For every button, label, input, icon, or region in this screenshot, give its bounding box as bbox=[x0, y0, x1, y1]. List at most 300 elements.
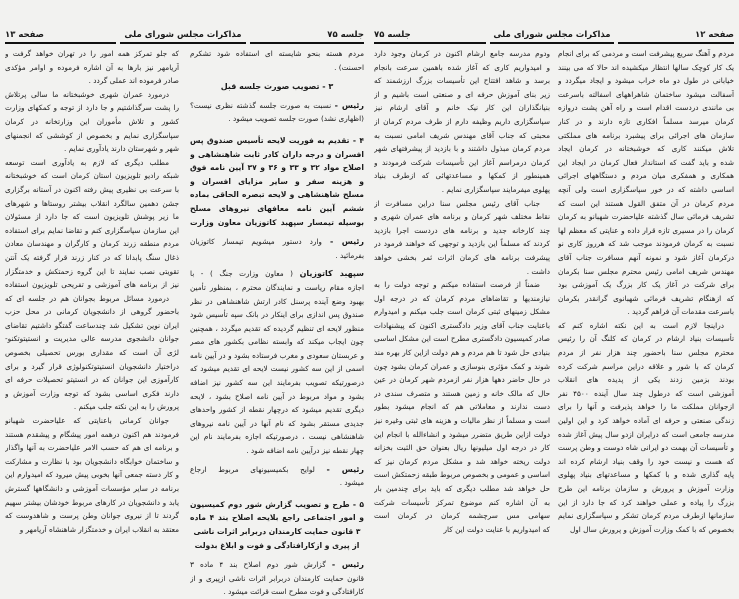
publication-title: مذاکرات مجلس شورای ملی bbox=[490, 30, 614, 44]
line-text: بزرگ را پیاده و عملی خواهند کرد که جا دارد از این bbox=[558, 497, 734, 507]
line-text: ۵ - طرح و تصویب گزارش شور دوم کمیسیون bbox=[190, 499, 364, 509]
line-text: قانون حمایت کارمندان دربرابر اثرات ناشی ازپیری و از bbox=[190, 573, 364, 583]
line-text: مشکل زمینهای ثبتی کرمان است جلب میکنم و امیدوارم bbox=[374, 307, 550, 317]
line-text: در حال حاضر دهها هزار نفر ازمردم شهر کرمان در عین bbox=[374, 375, 550, 385]
line-text: بفرمائید . bbox=[335, 250, 364, 260]
line-text: اسمی از این سه کشور نیست لایحه ای تقدیم میشود که bbox=[190, 364, 364, 374]
text-line bbox=[190, 430, 364, 444]
line-text: محبتی که جناب آقای مهندس شریف امامی نسبت به bbox=[374, 130, 550, 140]
text-line bbox=[558, 468, 734, 482]
line-text: همینطور از کمکها و مساعدتهائی که ازطرف بنیاد bbox=[374, 171, 550, 181]
line-text: کرمان درمراسم آغاز این تأسیسات شرکت فرمودند و bbox=[374, 157, 550, 167]
line-text: کارآموزی این جوانان که در انستیتو تحصیلات حرفه ای bbox=[5, 375, 179, 385]
line-text: اصلاح مواد ۳۲ و ۳۳ و ۳۶ و ۳۷ آیین نامه فوق bbox=[190, 163, 364, 173]
text-line bbox=[558, 455, 734, 469]
text-line bbox=[374, 115, 550, 129]
text-line bbox=[374, 332, 550, 346]
text-line bbox=[5, 496, 179, 510]
paragraph bbox=[5, 88, 179, 156]
text-line bbox=[558, 278, 734, 292]
text-line bbox=[5, 88, 179, 102]
paragraph bbox=[374, 197, 550, 279]
line-text: آموزشی است که درطول چند سال آینده ۴۵۰۰ نفر bbox=[558, 388, 734, 398]
line-text: نیز از برنامه های آموزشی و تفریحی تلویزیون استفاده bbox=[5, 280, 179, 290]
text-line bbox=[190, 235, 364, 249]
text-line bbox=[5, 101, 179, 115]
text-column-left bbox=[5, 47, 179, 536]
paragraph bbox=[374, 47, 550, 197]
text-line bbox=[558, 47, 734, 61]
line-text: جشن دهمین سالگرد انقلاب بیشتر روستاها و شهرهای bbox=[5, 198, 179, 208]
line-text: جدیدی مستقر بشود که نام آنها در آیین نامه نیروهای bbox=[190, 418, 364, 428]
line-text: معتقد به انقلاب ایران و خدمتگزار شاهنشاه آریامهر و bbox=[19, 524, 179, 534]
line-text: دیگری تقدیم میشود که درچهار نقطه از کشور واحدهای bbox=[190, 405, 364, 415]
text-line bbox=[190, 99, 364, 113]
line-text: آریامهر نیز بارها به آن اشاره فرموده و اوامر مؤکدی bbox=[5, 62, 179, 72]
text-line bbox=[558, 265, 734, 279]
line-text: چون ایجاب میکند که وابسته نظامی بکشور های مصر bbox=[190, 337, 364, 347]
text-line bbox=[558, 482, 734, 496]
text-line bbox=[558, 373, 734, 387]
text-line bbox=[374, 101, 550, 115]
text-line bbox=[558, 509, 734, 523]
line-text: درمورد عمران شهری خوشبختانه ما سالی پرتلاش bbox=[5, 89, 169, 99]
line-text: مدرسه جامعی است که درایران ازدو سال پیش آغاز شده bbox=[558, 429, 734, 439]
line-text: فرمودند هم اکنون درهمه امور پیشگام و پیشقدم هستند bbox=[5, 429, 179, 439]
line-text: مهندس شریف امامی رئیس محترم مجلس سنا بکرمان bbox=[558, 266, 734, 276]
speech-paragraph bbox=[190, 235, 364, 262]
text-line bbox=[374, 292, 550, 306]
text-line bbox=[374, 428, 550, 442]
text-line bbox=[374, 509, 550, 523]
line-text: شده و باید گفت که استاندار فعال کرمان در ایجاد این bbox=[558, 157, 734, 167]
text-line bbox=[190, 539, 364, 553]
text-line bbox=[5, 292, 179, 306]
text-line bbox=[190, 308, 364, 322]
section-heading bbox=[190, 80, 364, 94]
text-line bbox=[190, 349, 364, 363]
text-line bbox=[374, 142, 550, 156]
text-line bbox=[374, 224, 550, 238]
text-line bbox=[5, 373, 179, 387]
text-line bbox=[5, 523, 179, 537]
line-text: زیر بنای آموزش حرفه ای و صنعتی است باشیم و از bbox=[374, 89, 550, 99]
line-text: بهبود وضع آینده پرسنل کادر ارتش شاهنشاهی در نظر bbox=[190, 296, 364, 306]
line-text: و ساختمان خوابگاه دانشجویان بود با نظارت و مشارکت bbox=[5, 456, 179, 466]
publication-title: مذاکرات مجلس شورای ملی bbox=[120, 30, 246, 44]
text-line bbox=[374, 346, 550, 360]
line-text: بودند بزمین زدند یکی از پدیده های انقلاب bbox=[558, 375, 734, 385]
line-text: دراختیار دانشجویان انستیتوتکنولوژی قرار گیرد و برای bbox=[5, 361, 179, 371]
text-line bbox=[374, 373, 550, 387]
text-line bbox=[190, 80, 364, 94]
line-text: گردند تا از نیروی جوانان وطن پرست و شاهدوست که bbox=[5, 511, 179, 521]
text-line bbox=[558, 88, 734, 102]
text-line bbox=[5, 441, 179, 455]
line-text: بی مانندی دردست اقدام است و راه آهن پشت دروازه bbox=[558, 103, 734, 113]
text-line bbox=[558, 496, 734, 510]
text-line bbox=[5, 360, 179, 374]
line-text: سپاسگزاری نمایم و بخصوص از کوششی که انجمنهای bbox=[5, 130, 179, 140]
text-line bbox=[558, 197, 734, 211]
text-line bbox=[558, 237, 734, 251]
line-text: میشود . bbox=[339, 478, 364, 488]
line-text: چهار نقطه نیز درآیین نامه اضافه شود . bbox=[246, 446, 364, 456]
page-number: صفحه ۱۲ bbox=[618, 30, 734, 44]
line-text: سازمانها ازطرف مردم کرمان تشکر و سپاسگزاری نمایم bbox=[558, 511, 734, 521]
session-number: جلسه ۷۵ bbox=[250, 30, 364, 44]
line-text: دارند فکری اساسی بشود که توجه وزارت آموزش و bbox=[5, 388, 179, 398]
text-line bbox=[558, 210, 734, 224]
text-line bbox=[558, 414, 734, 428]
line-text: برای شرکت در آغاز یک کار بزرگ یک آموزشی بود bbox=[558, 280, 734, 290]
line-text: داشت . bbox=[526, 266, 550, 276]
line-text: پرورش را به این نکته جلب میکنم . bbox=[73, 402, 179, 412]
text-line bbox=[558, 224, 734, 238]
text-line bbox=[5, 61, 179, 75]
line-text: وارد دستور میشویم تیمسار کاتوزیان bbox=[190, 237, 322, 247]
text-line bbox=[5, 455, 179, 469]
text-line bbox=[374, 169, 550, 183]
text-line bbox=[374, 237, 550, 251]
line-text: لوایح بکمیسیونهای مربوط ارجاع bbox=[190, 464, 315, 474]
text-line bbox=[5, 210, 179, 224]
text-line bbox=[5, 47, 179, 61]
text-line bbox=[5, 169, 179, 183]
speaker-name: سپهبد کاتوزیان bbox=[299, 269, 364, 279]
line-text: لژی آن است که مقداری بورس تحصیلی بخصوص bbox=[5, 348, 179, 358]
line-text: خیابانی در طول دو ماه خراب میشود و ایجاد میگردد و bbox=[558, 76, 734, 86]
text-line bbox=[374, 441, 550, 455]
line-text: است و مسلماً از نظر مالیات و هزینه های ثبتی وغیره نیز bbox=[374, 416, 550, 426]
text-line bbox=[190, 558, 364, 572]
speech-paragraph bbox=[190, 463, 364, 490]
line-text: با سرعت بی نظیری پیش رفته اکنون در آستانه برگزاری bbox=[5, 184, 179, 194]
line-text: نقاط مختلف شهر کرمان و برنامه های عمران شهری و bbox=[374, 212, 550, 222]
line-text: باحضور گروهی از دانشجویان کرمانی در محل حزب bbox=[5, 307, 179, 317]
line-text: جوانان کرمانی باعنایتی که علیاحضرت شهبانو bbox=[5, 416, 169, 426]
line-text: کشور و تلاش مأموران این وزارتخانه در کرمان bbox=[5, 116, 179, 126]
text-line bbox=[190, 112, 364, 126]
line-text: منظور لایحه ای تنظیم گردیده که تقدیم میگردد ، همچنین bbox=[190, 323, 364, 333]
text-line bbox=[558, 129, 734, 143]
line-text: جناب آقای رئیس مجلس سنا دراین مسافرت از bbox=[374, 198, 540, 208]
line-text: کردند که مسلماً این بازدید و توجهی که خواهند فرمود در bbox=[374, 239, 550, 249]
line-text: یک کار کوچک سالها انتظار میکشیده اند حالا که می بینند bbox=[558, 62, 734, 72]
text-line bbox=[374, 74, 550, 88]
text-line bbox=[558, 319, 734, 333]
paragraph bbox=[5, 414, 179, 536]
text-line bbox=[190, 322, 364, 336]
line-text: پهلوی میفرمایند سپاسگزاری نمایم . bbox=[441, 184, 550, 194]
text-line bbox=[190, 216, 364, 230]
line-text: دست ندارند و معاملاتی هم که انجام میشود بطور bbox=[374, 402, 550, 412]
text-line bbox=[374, 414, 550, 428]
text-line bbox=[190, 134, 364, 148]
line-text: مردم و آهنگ سریع پیشرفت است و مردمی که برای انجام bbox=[558, 49, 734, 58]
right-page-12 bbox=[370, 0, 739, 599]
speech-paragraph bbox=[190, 99, 364, 126]
line-text: دولت ازاین طریق متضرر میشود و انشاءالله با انجام این bbox=[374, 429, 550, 439]
line-text: نیازمندیها و تقاضاهای مردم کرمان که در درجه اول bbox=[374, 293, 550, 303]
text-line bbox=[5, 346, 179, 360]
text-line bbox=[5, 237, 179, 251]
line-text: و امور اجتماعی راجع بلایحه اصلاح بند ۴ ماده bbox=[190, 513, 364, 523]
text-line bbox=[558, 305, 734, 319]
line-text: سازمان های اجرائی برای پیشبرد برنامه های مملکتی bbox=[558, 130, 734, 140]
text-line bbox=[5, 115, 179, 129]
text-line bbox=[558, 74, 734, 88]
speaker-name: رئیس - bbox=[326, 464, 364, 474]
text-line bbox=[374, 468, 550, 482]
text-line bbox=[374, 496, 550, 510]
text-line bbox=[558, 400, 734, 414]
line-text: بخصوص که با کمک وزارت آموزش و پرورش سال اول bbox=[569, 524, 734, 534]
line-text: کرمان میرسد مسلماً افکاری تازه دارند و در کنار bbox=[558, 116, 734, 126]
text-line bbox=[558, 292, 734, 306]
session-number: جلسه ۷۵ bbox=[374, 30, 486, 44]
line-text: حل خواهد شد مطلب دیگری که باید برای چندمین بار bbox=[374, 484, 550, 493]
text-line bbox=[5, 428, 179, 442]
text-line bbox=[5, 129, 179, 143]
line-text: و عربستان سعودی و مغرب فرستاده بشود و در آیین نامه bbox=[190, 350, 364, 360]
line-text: ۴ - تقدیم به فوریت لایحه تأسیس صندوق پس bbox=[190, 135, 364, 145]
line-text: و تأسیسات آن بهمت دو ایرانی شاه دوست و وطن پرست bbox=[558, 443, 734, 453]
line-text: حال که مالک خانه و زمین هستند و متصرف سندی در bbox=[374, 388, 550, 398]
line-text: زندگی صنعتی و حرفه ای آماده خواهد کرد و این اولین bbox=[558, 416, 734, 426]
line-text: مردم کرمان در آن متفق القول هستند این است که bbox=[558, 198, 734, 208]
line-text: اجازه مقام ریاست و نمایندگان محترم ، بمنظور تأمین bbox=[190, 282, 364, 292]
line-text: ازجوانان مملکت ما را خواهد پذیرفت و آنها را برای bbox=[558, 402, 734, 412]
line-text: ۳ - تصویب صورت جلسه قبل bbox=[220, 82, 334, 92]
text-line bbox=[190, 525, 364, 539]
text-line bbox=[5, 142, 179, 156]
line-text: ( معاون وزارت جنگ ) - با bbox=[190, 269, 294, 279]
line-text: مردم کرمان مبذول داشتند و با بازدید از پیشرفتهای شهر bbox=[374, 144, 550, 154]
text-line bbox=[190, 498, 364, 512]
text-line bbox=[374, 400, 550, 414]
line-text: صندوق پس اندازی برای اینکار در بانک سپه تأسیس شود bbox=[190, 310, 364, 320]
text-line bbox=[374, 210, 550, 224]
line-text: درکرمان آغاز شود و نمونه آنهم مسافرت جناب آقای bbox=[558, 252, 734, 262]
line-text: دراینجا لازم است به این نکته اشاره کنم که bbox=[558, 320, 724, 330]
text-line bbox=[558, 387, 734, 401]
text-line bbox=[190, 444, 364, 458]
text-line bbox=[190, 585, 364, 599]
line-text: صادر فرموده اند عملی گردد . bbox=[88, 76, 179, 86]
text-line bbox=[558, 142, 734, 156]
text-line bbox=[558, 523, 734, 537]
speaker-name: رئیس - bbox=[334, 100, 364, 110]
text-line bbox=[5, 224, 179, 238]
line-text: کار در درجه اول میلیونها ریال بعنوان حق الثبت بخزانه bbox=[374, 443, 550, 453]
line-text: ۳ قانون حمایت کارمندان دربرابر اثرات ناشی bbox=[193, 527, 361, 536]
line-text: بوسیله تیمسار سپهبد کاتوزیان معاون وزارت bbox=[190, 217, 364, 227]
text-line bbox=[374, 278, 550, 292]
text-line bbox=[5, 183, 179, 197]
line-text: برنامه در سایر مؤسسات آموزشی و دانشگاهها گسترش bbox=[5, 484, 179, 493]
text-line bbox=[190, 61, 364, 75]
text-line bbox=[190, 148, 364, 162]
line-text: که ازهنگام تشریف فرمائی شهبانوی گرانقدر بکرمان bbox=[558, 293, 734, 303]
line-text: اساسی داشته که در خور سپاسگزاری است ولی آنچه bbox=[558, 184, 734, 194]
line-text: کرمان که با شور و علاقه دراین مراسم شرکت کرده bbox=[558, 361, 734, 371]
paragraph bbox=[374, 278, 550, 536]
text-line bbox=[558, 156, 734, 170]
line-text: را پشت سرگذاشتیم و جا دارد از توجه و کمکهای وزارت bbox=[5, 103, 179, 113]
paragraph bbox=[5, 156, 179, 292]
left-page-13 bbox=[0, 0, 368, 599]
speech-paragraph bbox=[190, 267, 364, 457]
text-line bbox=[5, 387, 179, 401]
text-line bbox=[190, 335, 364, 349]
line-text: و برنامه ای هم که حسب الامر علیاحضرت به آنها واگذار bbox=[5, 443, 179, 453]
line-text: باسرعت مقدمات آن فراهم گردید . bbox=[627, 307, 734, 317]
line-text: یابد و دانشجویان در کارهای مربوط خودشان بیشتر سهیم bbox=[5, 497, 179, 507]
text-line bbox=[558, 251, 734, 265]
line-text: مردم منطقه زرند کرمان و کارگران و مهندسان معادن bbox=[5, 239, 179, 249]
text-line bbox=[374, 47, 550, 61]
line-text: شهر و شهرستان دارند یادآوری نمایم . bbox=[64, 144, 179, 154]
line-text: و هزینه سفر و سایر مزایای افسران و bbox=[190, 176, 364, 186]
line-text: کرمان را در مسیری تازه قرار داده و عنایتی که معظم لها bbox=[558, 225, 734, 235]
text-line bbox=[5, 319, 179, 333]
text-line bbox=[190, 267, 364, 281]
line-text: آسفالت میشود ساختمان شاهراههای اسفالته باسرعت bbox=[558, 89, 734, 99]
line-text: این سازمان سپاسگزاری کنم و تقاضا نمایم برای استفاده bbox=[5, 225, 179, 235]
line-text: بشود و مواد مربوط در آیین نامه اصلاح بشود ، لایحه bbox=[190, 391, 364, 401]
text-line bbox=[5, 197, 179, 211]
speech-paragraph bbox=[190, 558, 364, 599]
text-line bbox=[190, 362, 364, 376]
line-text: سهامی مس سرچشمه کرمان در کرمان است bbox=[374, 511, 550, 521]
text-line bbox=[558, 441, 734, 455]
text-line bbox=[5, 414, 179, 428]
line-text: که هست و نیست خود را وقف بنیاد ارشام کرده اند bbox=[558, 456, 734, 466]
line-text: افسران و درجه داران کادر ثابت شاهنشاهی و bbox=[190, 149, 364, 159]
text-line bbox=[558, 332, 734, 346]
text-line bbox=[5, 400, 179, 414]
line-text: تقویتی نصب نمایند تا این گروه زحمتکش و خدمتگزار bbox=[5, 266, 179, 276]
text-line bbox=[374, 455, 550, 469]
text-line bbox=[558, 115, 734, 129]
text-line bbox=[5, 156, 179, 170]
line-text: بنیانگذاران این کار نیک خانم و آقای ارشام نیز bbox=[374, 103, 550, 113]
text-line bbox=[5, 305, 179, 319]
paragraph bbox=[558, 47, 734, 319]
text-line bbox=[374, 183, 550, 197]
text-line bbox=[374, 61, 550, 75]
line-text: برسد و شاهد افتتاح این تأسیسات بزرگ ارزشمند که bbox=[374, 76, 550, 86]
text-line bbox=[558, 101, 734, 115]
line-text: صادر کمیسیون دادگستری مطرح است این مشکل اساسی bbox=[374, 334, 550, 344]
text-line bbox=[190, 47, 364, 61]
line-text: چند کارخانه جدید و برنامه های دردست اجرا بازدید bbox=[374, 225, 550, 235]
text-column-right bbox=[190, 47, 364, 599]
text-line bbox=[190, 161, 364, 175]
line-text: تلاش میکنند کاری که خوشبختانه در کرمان ایجاد bbox=[558, 144, 734, 154]
text-line bbox=[190, 281, 364, 295]
text-line bbox=[190, 511, 364, 525]
line-text: درمورد مسائل مربوط بجوانان هم در جلسه ای که bbox=[5, 293, 169, 303]
line-text: ششم آیین نامه معافهای نیروهای مسلح bbox=[190, 203, 364, 213]
line-text: ایران نوین تشکیل شد چندساعت گفتگو داشتیم تقاضای bbox=[5, 320, 179, 330]
text-line bbox=[190, 572, 364, 586]
line-text: ضمناً از فرصت استفاده میکنم و توجه دولت را به bbox=[374, 280, 540, 290]
line-text: تأسیسات بنیاد ارشام در کرمان که کلنگ آن را رئیس bbox=[558, 334, 734, 344]
text-line bbox=[190, 175, 364, 189]
text-line bbox=[5, 74, 179, 88]
text-line bbox=[5, 251, 179, 265]
speaker-name: رئیس - bbox=[331, 560, 364, 570]
text-line bbox=[558, 183, 734, 197]
line-text: ما زیر پوشش تلویزیون است که جا دارد از مسئولان bbox=[5, 212, 179, 222]
line-text: پایه گذاری شده و با کمکها و مساعدتهای بنیاد پهلوی bbox=[558, 470, 734, 480]
line-text: اساسی و عمومی و بخصوص مربوط طبقه زحمتکش است bbox=[374, 470, 550, 480]
paragraph bbox=[190, 47, 364, 74]
text-line bbox=[190, 376, 364, 390]
line-text: شوند و کمک مؤثری بنوسازی و عمران کرمان بشود چون bbox=[374, 361, 550, 371]
agenda-item-title bbox=[190, 134, 364, 229]
line-text: نسبت به کرمان فرمودند موجب شد که هرروز کاری نو bbox=[558, 239, 734, 249]
line-text: مطلب دیگری که لازم به یادآوری است توسعه bbox=[5, 157, 169, 167]
line-text: که جلو تمرکز همه امور را در تهران خواهد گرفت و bbox=[5, 49, 179, 58]
text-line bbox=[5, 468, 179, 482]
text-line bbox=[374, 523, 550, 537]
line-text: تشریف فرمائی سال گذشته علیاحضرت شهبانو به کرمان bbox=[558, 212, 734, 222]
text-line bbox=[5, 265, 179, 279]
text-line bbox=[374, 482, 550, 496]
agenda-item-title bbox=[190, 498, 364, 552]
text-line bbox=[190, 403, 364, 417]
text-line bbox=[558, 360, 734, 374]
text-line bbox=[374, 88, 550, 102]
line-text: شبکه رادیو تلویزیون استان کرمان است که خوشبختانه bbox=[5, 171, 179, 181]
line-text: از پیری و ازکارافتادگی و فوت و ابلاغ بدولت bbox=[194, 540, 360, 550]
text-line bbox=[190, 390, 364, 404]
text-line bbox=[374, 360, 550, 374]
line-text: و کار دسته جمعی آنها بخوبی پیش میرود که امیدوارم این bbox=[5, 470, 179, 480]
line-text: گزارش شور دوم اصلاح بند ۴ ماده ۳ bbox=[190, 560, 326, 570]
text-line bbox=[374, 319, 550, 333]
line-text: وزارت آموزش و پرورش و سازمان برنامه این طرح bbox=[558, 484, 734, 493]
line-text: ودوم مدرسه جامع ارشام اکنون در کرمان وجود دارد bbox=[374, 49, 550, 58]
line-text: محترم مجلس سنا باحضور چند هزار نفر از مردم bbox=[558, 348, 734, 358]
text-line bbox=[374, 387, 550, 401]
line-text: ذغال سنگ پابدانا که در کنار زرند قرار گرفته یک آنتن bbox=[5, 252, 179, 262]
speaker-name: رئیس - bbox=[329, 237, 364, 247]
line-text: درصورتیکه تصویب بفرمایند این سه کشور نیز اضافه bbox=[190, 378, 364, 388]
text-line bbox=[190, 417, 364, 431]
text-line bbox=[558, 346, 734, 360]
text-line bbox=[558, 428, 734, 442]
text-line bbox=[190, 476, 364, 490]
line-text: سپاسگزاری داریم وظیفه دارم از طرف مردم کرمان از bbox=[374, 116, 550, 126]
page-number: صفحه ۱۳ bbox=[5, 30, 116, 44]
text-column-left bbox=[374, 47, 550, 536]
text-line bbox=[190, 463, 364, 477]
line-text: جوانان دانشجوی مدرسه عالی مدیریت و انستیتوتکنو- bbox=[5, 334, 179, 344]
line-text: بنیادی حل شود تا هم مردم و هم دولت ازاین کار بهره مند bbox=[374, 348, 550, 358]
line-text: کارافتادگی و فوت مطرح است قرائت میشود . bbox=[223, 587, 364, 597]
line-text: و امیدواریم کاری که آغاز شده باهمین سرعت بانجام bbox=[374, 62, 550, 72]
text-line bbox=[190, 202, 364, 216]
line-text: به آن اشاره کنم موضوع تمرکز تأسیسات شرکت bbox=[374, 497, 550, 507]
line-text: پیشرفت برنامه های کرمان اثرات ثمر بخشی خواهد bbox=[374, 252, 550, 262]
line-text: همکاری و همفکری میان مردم و دستگاههای اجرائی bbox=[558, 171, 734, 181]
text-line bbox=[5, 482, 179, 496]
text-column-right bbox=[558, 47, 734, 536]
